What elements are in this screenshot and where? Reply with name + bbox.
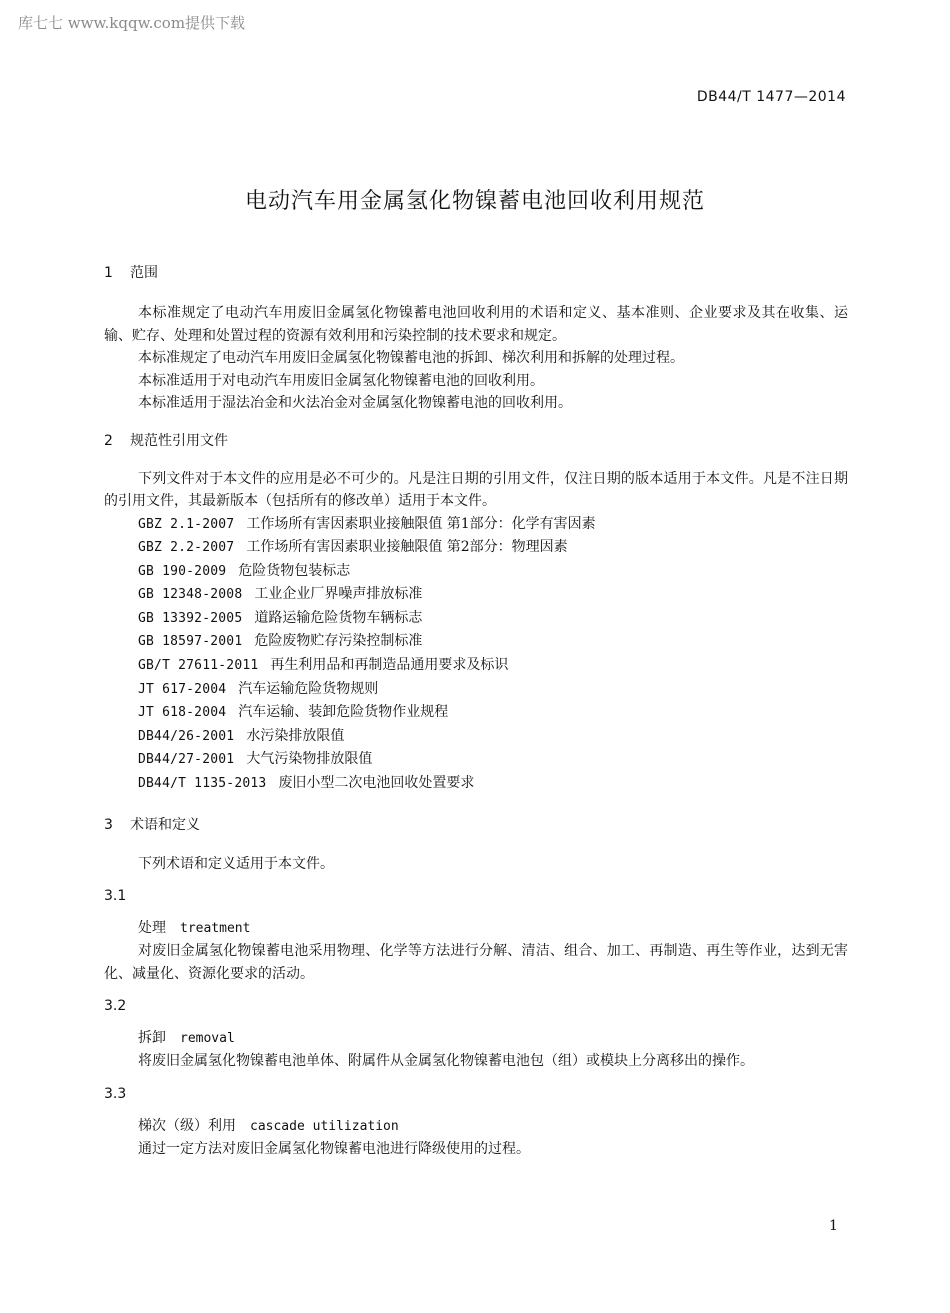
reference-title: 汽车运输危险货物规则 (238, 680, 379, 697)
terms-intro: 下列术语和定义适用于本文件。 (138, 855, 334, 872)
document-body (104, 262, 848, 1160)
section-3-heading (104, 814, 848, 836)
clause-number: 3.1 (104, 888, 127, 905)
reference-title: 工业企业厂界噪声排放标准 (254, 586, 423, 603)
reference-item (104, 748, 848, 772)
reference-item (104, 536, 848, 560)
reference-title: 汽车运输、装卸危险货物作业规程 (238, 704, 449, 721)
reference-title: 大气污染物排放限值 (246, 751, 373, 768)
reference-item (104, 583, 848, 607)
scope-paragraph: 本标准规定了电动汽车用废旧金属氢化物镍蓄电池回收利用的术语和定义、基本准则、企业要求及其在收集、运输、贮存、处理和处置过程的资源有效利用和污染控制的技术要求和规定。 (104, 305, 848, 344)
reference-title: 水污染排放限值 (246, 727, 345, 744)
reference-code: JT 617-2004 (138, 681, 227, 697)
reference-item (104, 725, 848, 749)
reference-code: DB44/27-2001 (138, 752, 235, 768)
section-1-heading (104, 262, 848, 284)
reference-title: 危险废物贮存污染控制标准 (254, 633, 423, 650)
clause-number: 3.3 (104, 1085, 127, 1102)
term-zh: 拆卸 (138, 1030, 166, 1047)
reference-title: 工作场所有害因素职业接触限值 第1部分：化学有害因素 (246, 515, 596, 532)
reference-item (104, 654, 848, 678)
reference-code: GB 190-2009 (138, 563, 227, 579)
reference-item (104, 607, 848, 631)
reference-item (104, 678, 848, 702)
reference-code: GB/T 27611-2011 (138, 658, 259, 674)
reference-title: 再生利用品和再制造品通用要求及标识 (270, 657, 509, 674)
section-number: 1 (104, 265, 113, 281)
scope-paragraph: 本标准适用于对电动汽车用废旧金属氢化物镍蓄电池的回收利用。 (138, 372, 544, 389)
section-title: 术语和定义 (130, 816, 200, 833)
clause-number: 3.2 (104, 998, 127, 1015)
reference-title: 废旧小型二次电池回收处置要求 (278, 775, 475, 792)
reference-item (104, 772, 848, 796)
section-number: 2 (104, 432, 113, 449)
reference-item (104, 630, 848, 654)
page-number: 1 (829, 1218, 838, 1234)
reference-title: 危险货物包装标志 (238, 562, 351, 579)
reference-code: GB 12348-2008 (138, 587, 243, 603)
scope-paragraph: 本标准适用于湿法冶金和火法冶金对金属氢化物镍蓄电池的回收利用。 (138, 395, 572, 411)
reference-code: DB44/26-2001 (138, 728, 235, 744)
term-definition: 将废旧金属氢化物镍蓄电池单体、附属件从金属氢化物镍蓄电池包（组）或模块上分离移出的操作。 (138, 1053, 754, 1070)
reference-code: GB 18597-2001 (138, 634, 243, 650)
watermark: 库七七 www.kqqw.com提供下载 (18, 14, 246, 32)
reference-item (104, 513, 848, 537)
reference-item (104, 560, 848, 584)
section-number: 3 (104, 816, 113, 833)
term-zh: 梯次（级）利用 (138, 1117, 236, 1134)
document-number: DB44/T 1477—2014 (696, 89, 846, 105)
section-2-heading (104, 430, 848, 452)
section-title: 规范性引用文件 (130, 432, 228, 449)
term-definition: 通过一定方法对废旧金属氢化物镍蓄电池进行降级使用的过程。 (138, 1140, 530, 1157)
reference-code: JT 618-2004 (138, 705, 227, 721)
reference-title: 工作场所有害因素职业接触限值 第2部分：物理因素 (246, 539, 568, 556)
reference-item (104, 701, 848, 725)
reference-code: GBZ 2.1-2007 (138, 516, 235, 532)
term-en: removal (180, 1031, 235, 1047)
reference-code: DB44/T 1135-2013 (138, 776, 267, 792)
references-intro: 下列文件对于本文件的应用是必不可少的。凡是注日期的引用文件，仅注日期的版本适用于本文件。凡是不注日期的引用文件，其最新版本（包括所有的修改单）适用于本文件。 (104, 470, 848, 509)
reference-title: 道路运输危险货物车辆标志 (254, 609, 423, 626)
term-heading (104, 917, 848, 940)
page-title: 电动汽车用金属氢化物镍蓄电池回收利用规范 (244, 189, 705, 214)
term-en: treatment (180, 921, 251, 937)
term-zh: 处理 (138, 920, 166, 937)
term-definition: 对废旧金属氢化物镍蓄电池采用物理、化学等方法进行分解、清洁、组合、加工、再制造、再生等作业，达到无害化、减量化、资源化要求的活动。 (104, 943, 848, 982)
scope-paragraph: 本标准规定了电动汽车用废旧金属氢化物镍蓄电池的拆卸、梯次利用和拆解的处理过程。 (138, 350, 684, 366)
term-heading (104, 1027, 848, 1050)
term-heading (104, 1115, 848, 1138)
reference-code: GB 13392-2005 (138, 610, 243, 626)
term-en: cascade utilization (250, 1118, 399, 1134)
section-title: 范围 (130, 265, 158, 281)
reference-code: GBZ 2.2-2007 (138, 540, 235, 556)
